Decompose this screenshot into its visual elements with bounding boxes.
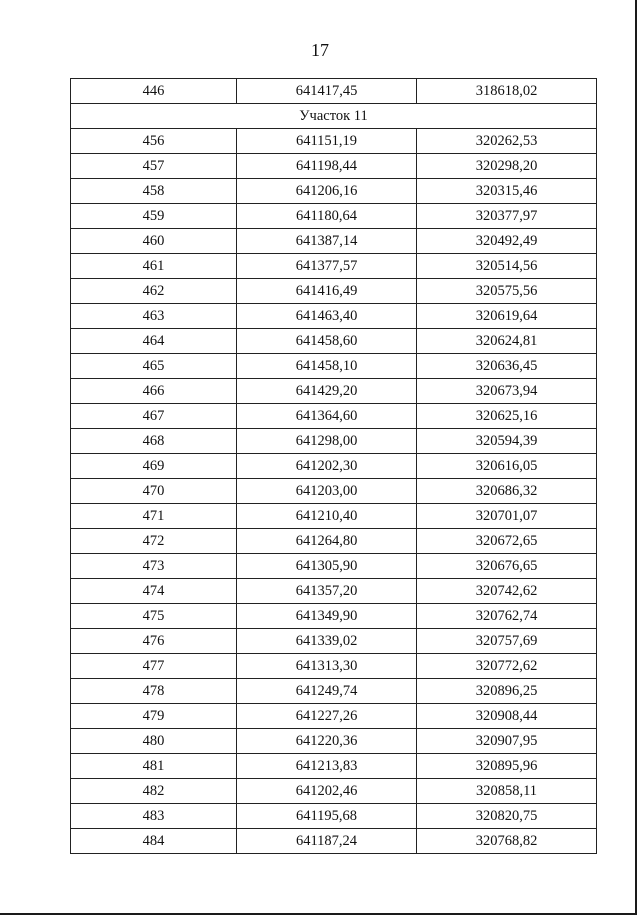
x-coordinate-cell: 641264,80 bbox=[237, 529, 417, 554]
point-number-cell: 470 bbox=[71, 479, 237, 504]
table-row bbox=[71, 279, 597, 304]
table-row bbox=[71, 329, 597, 354]
x-coordinate-cell: 641313,30 bbox=[237, 654, 417, 679]
table-row bbox=[71, 129, 597, 154]
table-row bbox=[71, 404, 597, 429]
point-number-cell: 475 bbox=[71, 604, 237, 629]
point-number-cell: 462 bbox=[71, 279, 237, 304]
y-coordinate-cell: 320298,20 bbox=[417, 154, 597, 179]
table-row bbox=[71, 554, 597, 579]
x-coordinate-cell: 641349,90 bbox=[237, 604, 417, 629]
x-coordinate-cell: 641339,02 bbox=[237, 629, 417, 654]
point-number-cell: 464 bbox=[71, 329, 237, 354]
table-row bbox=[71, 254, 597, 279]
table-row bbox=[71, 454, 597, 479]
y-coordinate-cell: 320676,65 bbox=[417, 554, 597, 579]
point-number-cell: 460 bbox=[71, 229, 237, 254]
point-number-cell: 472 bbox=[71, 529, 237, 554]
y-coordinate-cell: 320624,81 bbox=[417, 329, 597, 354]
y-coordinate-cell: 320616,05 bbox=[417, 454, 597, 479]
x-coordinate-cell: 641458,10 bbox=[237, 354, 417, 379]
point-number-cell: 481 bbox=[71, 754, 237, 779]
table-row bbox=[71, 179, 597, 204]
y-coordinate-cell: 320858,11 bbox=[417, 779, 597, 804]
point-number-cell: 457 bbox=[71, 154, 237, 179]
x-coordinate-cell: 641357,20 bbox=[237, 579, 417, 604]
point-number-cell: 469 bbox=[71, 454, 237, 479]
point-number-cell: 482 bbox=[71, 779, 237, 804]
y-coordinate-cell: 320772,62 bbox=[417, 654, 597, 679]
point-number-cell: 483 bbox=[71, 804, 237, 829]
point-number-cell: 474 bbox=[71, 579, 237, 604]
table-row bbox=[71, 729, 597, 754]
y-coordinate-cell: 320673,94 bbox=[417, 379, 597, 404]
point-number-cell: 463 bbox=[71, 304, 237, 329]
x-coordinate-cell: 641213,83 bbox=[237, 754, 417, 779]
table-row bbox=[71, 654, 597, 679]
y-coordinate-cell: 320757,69 bbox=[417, 629, 597, 654]
section-title: Участок 11 bbox=[71, 104, 597, 129]
x-coordinate-cell: 641463,40 bbox=[237, 304, 417, 329]
point-number-cell: 473 bbox=[71, 554, 237, 579]
y-coordinate-cell: 320636,45 bbox=[417, 354, 597, 379]
y-coordinate-cell: 320575,56 bbox=[417, 279, 597, 304]
x-coordinate-cell: 641298,00 bbox=[237, 429, 417, 454]
y-coordinate-cell: 320377,97 bbox=[417, 204, 597, 229]
point-number-cell: 479 bbox=[71, 704, 237, 729]
point-number-cell: 465 bbox=[71, 354, 237, 379]
x-coordinate-cell: 641202,46 bbox=[237, 779, 417, 804]
point-number-cell: 458 bbox=[71, 179, 237, 204]
coordinates-table-body bbox=[71, 79, 597, 854]
y-coordinate-cell: 320768,82 bbox=[417, 829, 597, 854]
x-coordinate-cell: 641210,40 bbox=[237, 504, 417, 529]
table-row bbox=[71, 579, 597, 604]
x-coordinate-cell: 641364,60 bbox=[237, 404, 417, 429]
y-coordinate-cell: 320908,44 bbox=[417, 704, 597, 729]
table-row bbox=[71, 529, 597, 554]
y-coordinate-cell: 318618,02 bbox=[417, 79, 597, 104]
table-row bbox=[71, 379, 597, 404]
coordinates-table bbox=[70, 78, 597, 854]
x-coordinate-cell: 641187,24 bbox=[237, 829, 417, 854]
table-row bbox=[71, 504, 597, 529]
page-number: 17 bbox=[311, 40, 329, 60]
x-coordinate-cell: 641417,45 bbox=[237, 79, 417, 104]
x-coordinate-cell: 641151,19 bbox=[237, 129, 417, 154]
y-coordinate-cell: 320701,07 bbox=[417, 504, 597, 529]
x-coordinate-cell: 641180,64 bbox=[237, 204, 417, 229]
x-coordinate-cell: 641305,90 bbox=[237, 554, 417, 579]
point-number-cell: 459 bbox=[71, 204, 237, 229]
x-coordinate-cell: 641195,68 bbox=[237, 804, 417, 829]
x-coordinate-cell: 641387,14 bbox=[237, 229, 417, 254]
table-row bbox=[71, 479, 597, 504]
x-coordinate-cell: 641377,57 bbox=[237, 254, 417, 279]
point-number-cell: 476 bbox=[71, 629, 237, 654]
x-coordinate-cell: 641429,20 bbox=[237, 379, 417, 404]
y-coordinate-cell: 320762,74 bbox=[417, 604, 597, 629]
table-row bbox=[71, 79, 597, 104]
point-number-cell: 461 bbox=[71, 254, 237, 279]
y-coordinate-cell: 320895,96 bbox=[417, 754, 597, 779]
y-coordinate-cell: 320742,62 bbox=[417, 579, 597, 604]
table-row bbox=[71, 204, 597, 229]
x-coordinate-cell: 641249,74 bbox=[237, 679, 417, 704]
point-number-cell: 456 bbox=[71, 129, 237, 154]
point-number-cell: 471 bbox=[71, 504, 237, 529]
section-header-row bbox=[71, 104, 597, 129]
y-coordinate-cell: 320625,16 bbox=[417, 404, 597, 429]
table-row bbox=[71, 154, 597, 179]
table-row bbox=[71, 354, 597, 379]
table-row bbox=[71, 229, 597, 254]
point-number-cell: 480 bbox=[71, 729, 237, 754]
point-number-cell: 477 bbox=[71, 654, 237, 679]
table-row bbox=[71, 779, 597, 804]
point-number-cell: 446 bbox=[71, 79, 237, 104]
point-number-cell: 466 bbox=[71, 379, 237, 404]
table-row bbox=[71, 754, 597, 779]
x-coordinate-cell: 641220,36 bbox=[237, 729, 417, 754]
y-coordinate-cell: 320619,64 bbox=[417, 304, 597, 329]
point-number-cell: 468 bbox=[71, 429, 237, 454]
x-coordinate-cell: 641202,30 bbox=[237, 454, 417, 479]
y-coordinate-cell: 320907,95 bbox=[417, 729, 597, 754]
point-number-cell: 478 bbox=[71, 679, 237, 704]
table-row bbox=[71, 429, 597, 454]
y-coordinate-cell: 320820,75 bbox=[417, 804, 597, 829]
table-row bbox=[71, 804, 597, 829]
y-coordinate-cell: 320492,49 bbox=[417, 229, 597, 254]
x-coordinate-cell: 641198,44 bbox=[237, 154, 417, 179]
table-row bbox=[71, 604, 597, 629]
y-coordinate-cell: 320896,25 bbox=[417, 679, 597, 704]
table-row bbox=[71, 829, 597, 854]
y-coordinate-cell: 320262,53 bbox=[417, 129, 597, 154]
table-row bbox=[71, 679, 597, 704]
table-row bbox=[71, 629, 597, 654]
point-number-cell: 467 bbox=[71, 404, 237, 429]
y-coordinate-cell: 320594,39 bbox=[417, 429, 597, 454]
x-coordinate-cell: 641416,49 bbox=[237, 279, 417, 304]
y-coordinate-cell: 320315,46 bbox=[417, 179, 597, 204]
x-coordinate-cell: 641206,16 bbox=[237, 179, 417, 204]
x-coordinate-cell: 641458,60 bbox=[237, 329, 417, 354]
x-coordinate-cell: 641203,00 bbox=[237, 479, 417, 504]
y-coordinate-cell: 320686,32 bbox=[417, 479, 597, 504]
y-coordinate-cell: 320514,56 bbox=[417, 254, 597, 279]
point-number-cell: 484 bbox=[71, 829, 237, 854]
table-row bbox=[71, 304, 597, 329]
table-row bbox=[71, 704, 597, 729]
x-coordinate-cell: 641227,26 bbox=[237, 704, 417, 729]
y-coordinate-cell: 320672,65 bbox=[417, 529, 597, 554]
